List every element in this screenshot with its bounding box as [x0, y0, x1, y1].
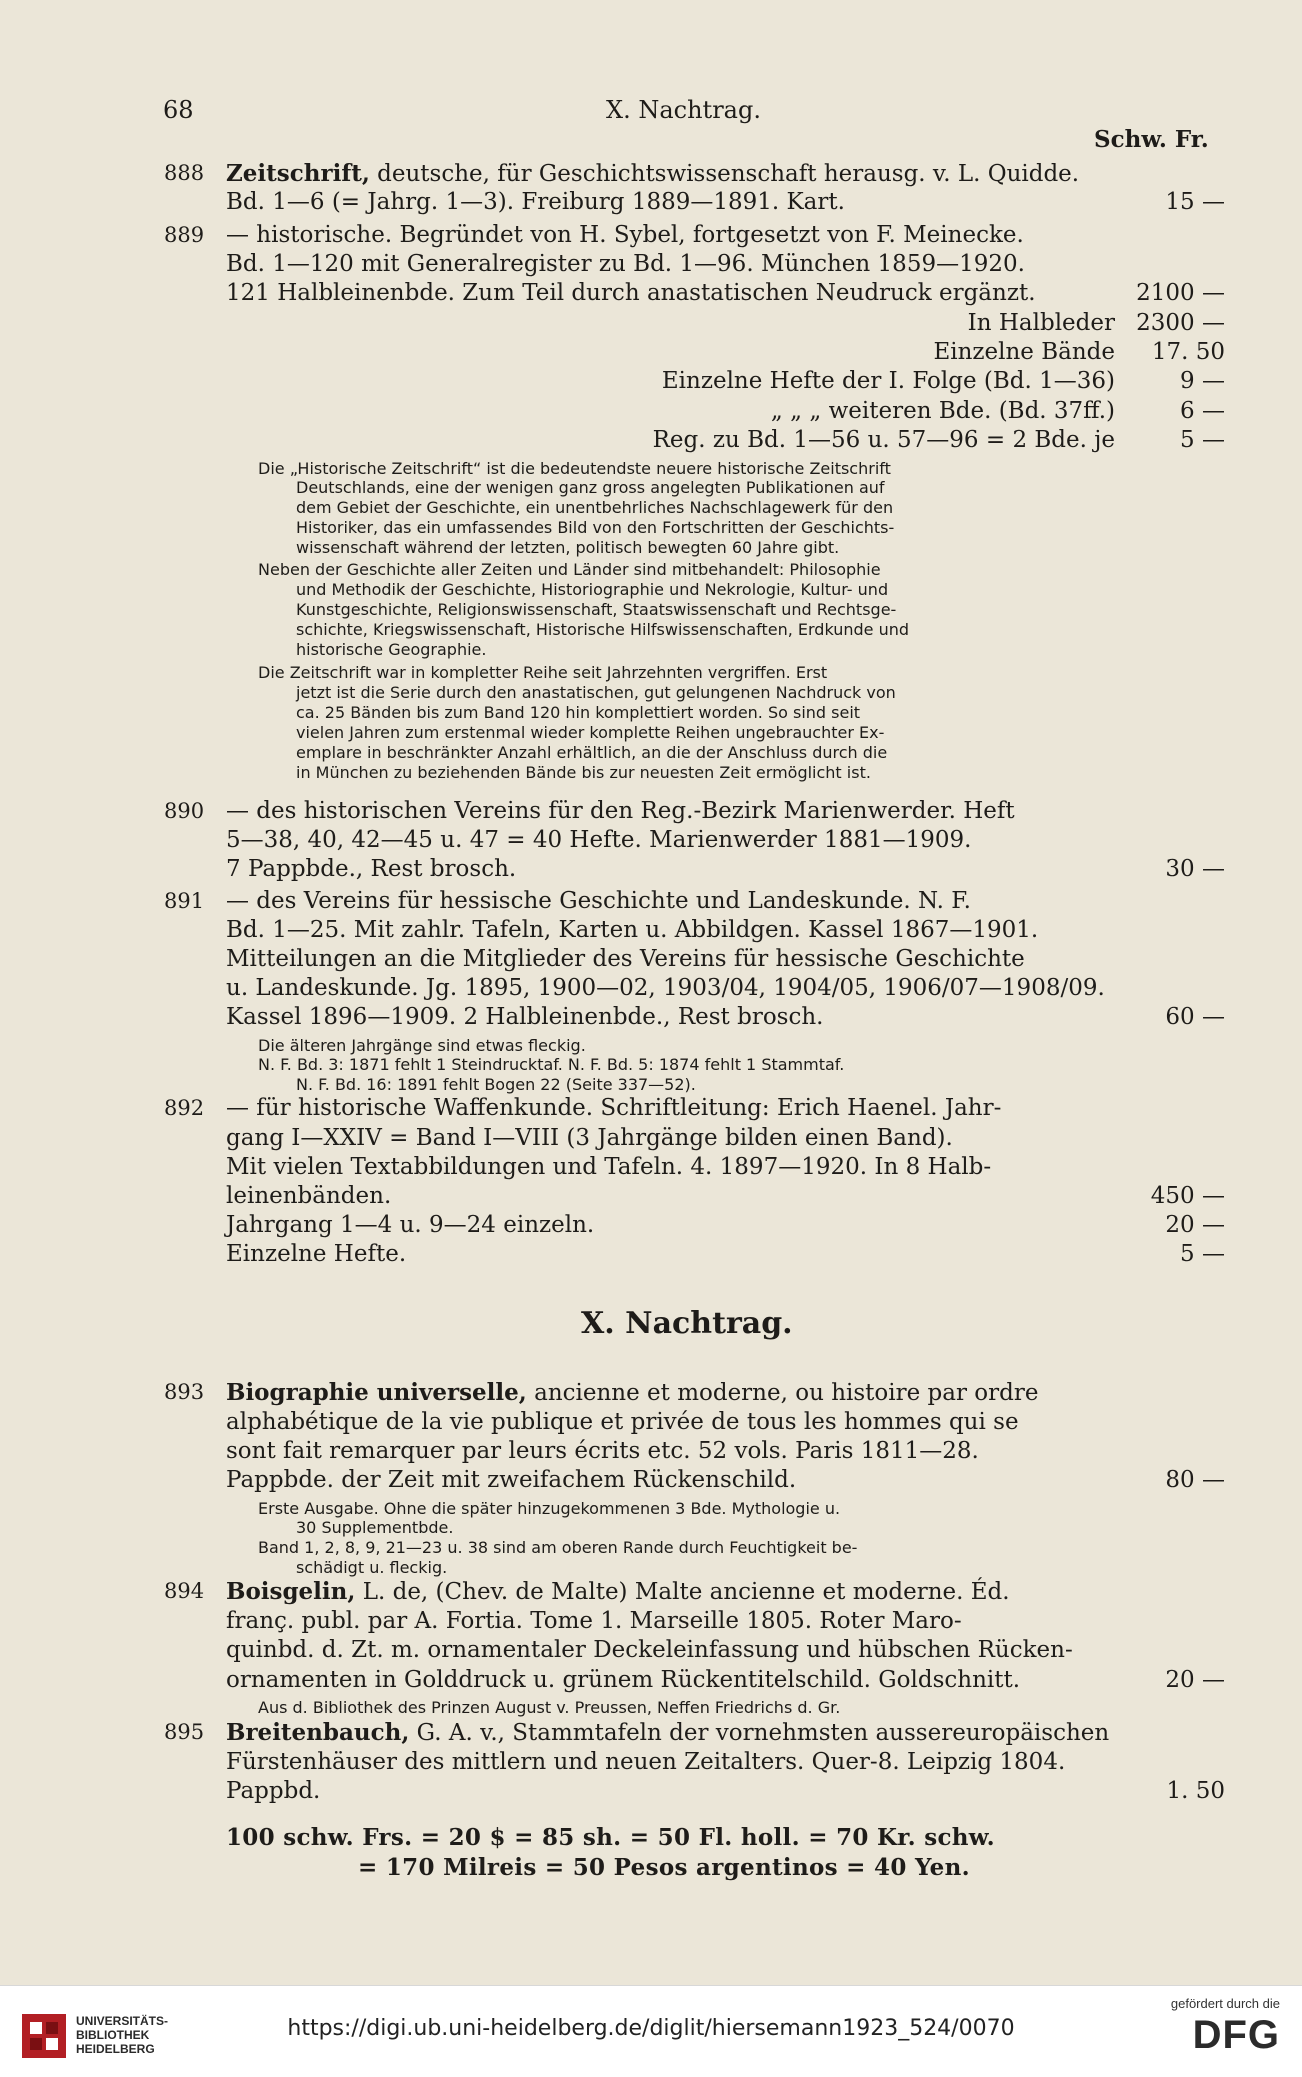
permalink-url[interactable]: https://digi.ub.uni-heidelberg.de/diglit/hiersemann1923_524/0070: [287, 2016, 1015, 2041]
section-heading: X. Nachtrag.: [581, 1306, 793, 1341]
entry-text: deutsche, für Geschichtswissenschaft herausg. v. L. Quidde.: [369, 161, 1080, 187]
entry-line: „ „ „ weiteren Bde. (Bd. 37ff.): [770, 398, 1115, 424]
annotation-line: schädigt u. fleckig.: [296, 1558, 448, 1577]
conversion-line-1: 100 schw. Frs. = 20 $ = 85 sh. = 50 Fl. holl. = 70 Kr. schw.: [226, 1824, 995, 1851]
price: 5 —: [1180, 427, 1225, 453]
entry-line: [226, 162, 1079, 186]
annotation-line: Die „Historische Zeitschrift“ ist die bedeutendste neuere historische Zeitschrift: [258, 459, 891, 478]
entry-line: — für historische Waffenkunde. Schriftleitung: Erich Haenel. Jahr-: [226, 1095, 1002, 1121]
conversion-line-2: = 170 Milreis = 50 Pesos argentinos = 40 Yen.: [358, 1854, 970, 1881]
annotation-line: Die Zeitschrift war in kompletter Reihe seit Jahrzehnten vergriffen. Erst: [258, 663, 828, 682]
entry-number: 895: [164, 1720, 205, 1744]
annotation-line: N. F. Bd. 16: 1891 fehlt Bogen 22 (Seite 337—52).: [296, 1075, 696, 1094]
annotation-line: wissenschaft während der letzten, politisch bewegten 60 Jahre gibt.: [296, 538, 840, 557]
entry-number: 891: [164, 889, 205, 913]
entry-line: Fürstenhäuser des mittlern und neuen Zeitalters. Quer-8. Leipzig 1804.: [226, 1749, 1066, 1775]
annotation-line: ca. 25 Bänden bis zum Band 120 hin komplettiert worden. So sind seit: [296, 703, 861, 722]
annotation-line: in München zu beziehenden Bände bis zur neuesten Zeit ermöglicht ist.: [296, 763, 871, 782]
entry-number: 894: [164, 1579, 205, 1603]
entry-line: sont fait remarquer par leurs écrits etc. 52 vols. Paris 1811—28.: [226, 1438, 979, 1464]
price: 5 —: [1180, 1241, 1225, 1267]
entry-line: Jahrgang 1—4 u. 9—24 einzeln.: [226, 1212, 595, 1238]
entry-author: Boisgelin,: [226, 1578, 356, 1605]
entry-line: Bd. 1—120 mit Generalregister zu Bd. 1—96. München 1859—1920.: [226, 251, 1025, 277]
entry-line: — des historischen Vereins für den Reg.-Bezirk Marienwerder. Heft: [226, 798, 1015, 824]
price: 20 —: [1165, 1212, 1225, 1238]
entry-line: Einzelne Hefte.: [226, 1241, 407, 1267]
entry-line: leinenbänden.: [226, 1183, 392, 1209]
dfg-logo[interactable]: DFG: [1192, 2013, 1280, 2057]
currency-label: Schw. Fr.: [1094, 126, 1209, 153]
entry-line: — historische. Begründet von H. Sybel, fortgesetzt von F. Meinecke.: [226, 222, 1024, 248]
entry-text: G. A. v., Stammtafeln der vornehmsten aussereuropäischen: [409, 1720, 1110, 1746]
entry-line: [226, 1381, 1038, 1405]
entry-line: quinbd. d. Zt. m. ornamentaler Deckeleinfassung und hübschen Rücken-: [226, 1637, 1073, 1663]
page-number: 68: [163, 96, 194, 124]
entry-line: [226, 1580, 1010, 1604]
funder-credit: [1140, 1996, 1280, 2059]
annotation-line: Aus d. Bibliothek des Prinzen August v. Preussen, Neffen Friedrichs d. Gr.: [258, 1698, 841, 1717]
annotation-line: Deutschlands, eine der wenigen ganz gross angelegten Publikationen auf: [296, 478, 885, 497]
annotation-line: schichte, Kriegswissenschaft, Historische Hilfswissenschaften, Erdkunde und: [296, 620, 910, 639]
library-name: UNIVERSITÄTS- BIBLIOTHEK HEIDELBERG: [76, 2014, 169, 2056]
entry-text: L. de, (Chev. de Malte) Malte ancienne et moderne. Éd.: [355, 1579, 1010, 1605]
price: 1. 50: [1166, 1778, 1225, 1804]
annotation-line: Band 1, 2, 8, 9, 21—23 u. 38 sind am oberen Rande durch Feuchtigkeit be-: [258, 1538, 858, 1557]
annotation-line: N. F. Bd. 3: 1871 fehlt 1 Steindrucktaf. N. F. Bd. 5: 1874 fehlt 1 Stammtaf.: [258, 1055, 845, 1074]
entry-author: Zeitschrift,: [226, 160, 370, 187]
price: 60 —: [1165, 1004, 1225, 1030]
entry-line: Bd. 1—25. Mit zahlr. Tafeln, Karten u. Abbildgen. Kassel 1867—1901.: [226, 917, 1039, 943]
annotation-line: jetzt ist die Serie durch den anastatischen, gut gelungenen Nachdruck von: [296, 683, 896, 702]
price: 450 —: [1150, 1183, 1225, 1209]
annotation-line: 30 Supplementbde.: [296, 1518, 454, 1537]
entry-line: Reg. zu Bd. 1—56 u. 57—96 = 2 Bde. je: [652, 427, 1115, 453]
entry-number: 889: [164, 223, 205, 247]
viewer-footer: [0, 1985, 1302, 2077]
entry-line: Kassel 1896—1909. 2 Halbleinenbde., Rest brosch.: [226, 1004, 824, 1030]
funded-by-label: gefördert durch die: [1170, 1996, 1280, 2011]
entry-line: Mit vielen Textabbildungen und Tafeln. 4. 1897—1920. In 8 Halb-: [226, 1154, 992, 1180]
price: 9 —: [1180, 368, 1225, 394]
entry-line: 121 Halbleinenbde. Zum Teil durch anastatischen Neudruck ergänzt.: [226, 280, 1036, 306]
entry-line: — des Vereins für hessische Geschichte und Landeskunde. N. F.: [226, 888, 971, 914]
annotation-line: Historiker, das ein umfassendes Bild von den Fortschritten der Geschichts-: [296, 518, 895, 537]
entry-line: [226, 1721, 1109, 1745]
entry-line: Pappbd.: [226, 1778, 321, 1804]
annotation-line: Die älteren Jahrgänge sind etwas fleckig.: [258, 1036, 586, 1055]
entry-line: Bd. 1—6 (= Jahrg. 1—3). Freiburg 1889—1891. Kart.: [226, 189, 845, 215]
entry-line: Einzelne Hefte der I. Folge (Bd. 1—36): [661, 368, 1115, 394]
price: 17. 50: [1151, 339, 1225, 365]
entry-author: Breitenbauch,: [226, 1719, 410, 1746]
annotation-line: und Methodik der Geschichte, Historiographie und Nekrologie, Kultur- und: [296, 580, 889, 599]
entry-line: alphabétique de la vie publique et privée de tous les hommes qui se: [226, 1409, 1019, 1435]
entry-number: 890: [164, 799, 205, 823]
entry-line: gang I—XXIV = Band I—VIII (3 Jahrgänge bilden einen Band).: [226, 1125, 953, 1151]
annotation-line: Erste Ausgabe. Ohne die später hinzugekommenen 3 Bde. Mythologie u.: [258, 1499, 841, 1518]
entry-line: 7 Pappbde., Rest brosch.: [226, 856, 517, 882]
annotation-line: historische Geographie.: [296, 640, 487, 659]
entry-line: Pappbde. der Zeit mit zweifachem Rückenschild.: [226, 1467, 797, 1493]
price: 6 —: [1180, 398, 1225, 424]
price: 2100 —: [1136, 280, 1225, 306]
entry-line: In Halbleder: [967, 310, 1115, 336]
price: 2300 —: [1136, 310, 1225, 336]
entry-line: Mitteilungen an die Mitglieder des Vereins für hessische Geschichte: [226, 946, 1025, 972]
price: 15 —: [1165, 189, 1225, 215]
annotation-line: Neben der Geschichte aller Zeiten und Länder sind mitbehandelt: Philosophie: [258, 560, 881, 579]
entry-line: franç. publ. par A. Fortia. Tome 1. Marseille 1805. Roter Maro-: [226, 1608, 962, 1634]
entry-line: Einzelne Bände: [933, 339, 1115, 365]
price: 80 —: [1165, 1467, 1225, 1493]
annotation-line: Kunstgeschichte, Religionswissenschaft, Staatswissenschaft und Rechtsge-: [296, 600, 897, 619]
annotation-line: vielen Jahren zum erstenmal wieder komplette Reihen ungebrauchter Ex-: [296, 723, 885, 742]
entry-line: 5—38, 40, 42—45 u. 47 = 40 Hefte. Marienwerder 1881—1909.: [226, 827, 972, 853]
annotation-line: dem Gebiet der Geschichte, ein unentbehrliches Nachschlagewerk für den: [296, 498, 894, 517]
entry-number: 888: [164, 161, 205, 185]
running-title: X. Nachtrag.: [606, 96, 761, 124]
entry-author: Biographie universelle,: [226, 1379, 527, 1406]
entry-line: ornamenten in Golddruck u. grünem Rückentitelschild. Goldschnitt.: [226, 1667, 1021, 1693]
entry-number: 892: [164, 1096, 205, 1120]
price: 30 —: [1165, 856, 1225, 882]
entry-text: ancienne et moderne, ou histoire par ordre: [526, 1380, 1039, 1406]
entry-number: 893: [164, 1380, 205, 1404]
entry-line: u. Landeskunde. Jg. 1895, 1900—02, 1903/04, 1904/05, 1906/07—1908/09.: [226, 975, 1105, 1001]
price: 20 —: [1165, 1667, 1225, 1693]
annotation-line: emplare in beschränkter Anzahl erhältlich, an die der Anschluss durch die: [296, 743, 888, 762]
